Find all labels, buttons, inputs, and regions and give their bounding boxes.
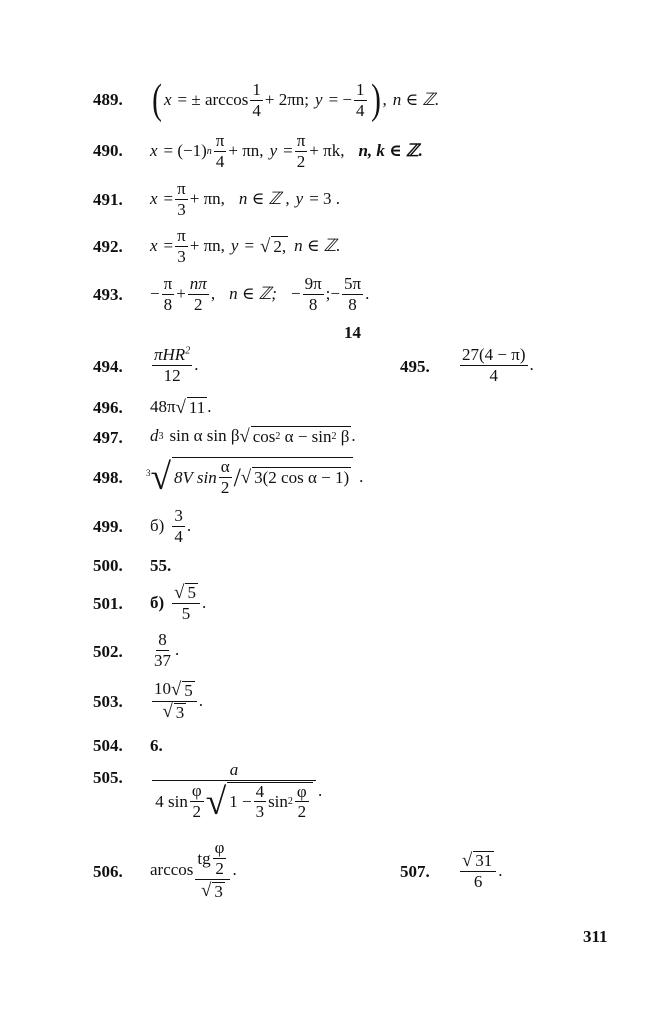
problem-506-answer [150,833,237,907]
problem-507-number: 507. [400,862,430,881]
problem-492-answer [150,226,341,266]
square-root [239,426,351,447]
problem-496-number: 496. [93,398,123,417]
fraction [219,458,232,497]
expr-part: . [198,691,204,710]
expr-part: 48π [150,397,176,416]
numerator: 10 √ 5 [152,680,197,702]
square-root [260,236,288,257]
expr-part: + πn, [189,236,225,255]
exponent: n [206,145,212,157]
expr-part: x [150,141,158,160]
numerator: π [215,130,225,150]
expr-part: y [295,189,304,208]
denominator: √ 3 [201,879,223,901]
expr-part: y [315,90,323,109]
square-root [241,467,351,488]
expr-part: б) [150,593,165,612]
numerator: π [163,273,173,293]
fraction [195,839,230,900]
problem-492-number: 492. [93,237,123,256]
expr-part: . [201,593,207,612]
expr-part: = [283,141,293,160]
expr-part: . [194,355,199,374]
expr-part: = [163,236,174,255]
expr-part: d [150,426,159,445]
expr-part: = [163,189,174,208]
problem-504-answer: 6. [150,736,163,755]
expr-part: arccos [150,860,194,879]
numerator: a [152,761,316,781]
fraction [354,81,367,120]
problem-498-number: 498. [93,468,123,487]
expr-part: . [498,861,503,880]
problem-491-number: 491. [93,190,123,209]
expr-part: . [175,640,180,659]
exponent: 3 [158,430,164,442]
denominator: 2 [220,478,230,497]
expr-part: + πk, [309,141,345,160]
problem-502-number: 502. [93,642,123,661]
fraction [172,507,185,546]
expr-part: n ∈ ℤ; [229,284,277,303]
expr-part: . [351,426,356,445]
denominator: 37 [154,650,171,670]
numerator: nπ [189,273,207,293]
problem-493-answer [150,274,369,314]
problem-494-answer [150,343,198,387]
radical-sign: √ [260,235,271,257]
expr-part: = 3 . [309,189,341,208]
problem-490-number: 490. [93,141,123,160]
problem-503-answer [150,677,203,725]
fraction [295,132,308,171]
expr-part: . [232,860,237,879]
denominator: 6 [473,872,483,892]
expr-part: . [365,284,370,303]
fraction [152,346,192,385]
problem-491-answer [150,179,340,219]
denominator: 8 [163,294,173,314]
expr-part: . [318,781,323,800]
denominator: √ 3 [162,701,185,723]
denominator: 3 [177,246,186,266]
fraction [152,761,316,822]
expr-part: n ∈ ℤ , [238,189,290,208]
expr-part: x [164,90,172,109]
denominator: 8 [348,294,357,314]
denominator: 4 [252,100,261,120]
fraction [175,227,188,266]
radicand: 11 [188,397,206,417]
problem-495-number: 495. [400,357,430,376]
numerator: tg $\frac{\varphi}{2}$ [195,839,230,880]
problem-505-number: 505. [93,768,123,787]
expr-part: б) [150,516,165,535]
expr-part: + πn, [189,189,225,208]
numerator: π [177,178,186,198]
expr-part: , [382,90,387,109]
exponent: 2 [185,345,191,356]
fraction [214,132,227,171]
numerator: 8 [158,629,167,649]
expr-part: . [207,397,212,416]
denominator: 8 [308,294,318,314]
expr-part: n ∈ ℤ. [294,236,341,255]
expr-part: n ∈ ℤ. [392,90,440,109]
expr-part: + 2πn; [264,90,310,109]
problem-507-answer [458,846,503,896]
numerator: πHR$^2$ [154,344,191,364]
fraction [175,180,188,219]
denominator: 4 [356,100,365,120]
expr-part: . [359,467,364,486]
problem-505-answer [150,754,322,828]
expr-part: y [269,141,278,160]
problem-506-number: 506. [93,862,123,881]
denominator: 3 [177,199,186,219]
problem-489-number: 489. [93,90,123,109]
problem-490-answer [150,131,423,171]
fraction [152,631,173,670]
denominator: 4 [489,365,498,385]
expr-part: , [210,284,216,303]
left-paren: ( [152,77,162,123]
numerator: 9π [304,273,322,293]
square-root [176,397,208,418]
numerator: 5π [343,273,362,293]
numerator: √ 5 [172,583,200,605]
problem-499-answer [150,504,191,548]
radicand: 8V sin $\frac{\alpha}{2}$ / √ 3(2 cos α − 1) [172,457,353,497]
fraction [342,275,363,314]
radicand: 2, [273,236,287,256]
problem-501-answer [150,580,206,626]
expr-part: + πn, [228,141,264,160]
expr-part: x [150,189,158,208]
problem-504-number: 504. [93,736,123,755]
expr-part: = [244,236,255,255]
expr-part: y [230,236,239,255]
numerator: 27(4 − π) [462,344,526,364]
root-index: 3 [146,468,151,478]
expr-part: . [186,516,192,535]
problem-503-number: 503. [93,692,123,711]
expr-part: sin α sin β [169,426,240,445]
expr-part: − [290,284,301,303]
radical-sign: √ [240,467,252,489]
expr-part: . [529,355,534,374]
denominator: 4 sin $\frac{\varphi}{2}$ √ 1 − $\frac{4}{3}$ sin 2 $\frac{\varphi}{2}$ [153,781,314,822]
problem-497-number: 497. [93,428,123,447]
section-label: 14 [344,323,361,342]
denominator: 4 [174,526,183,546]
problem-496-answer [150,394,211,420]
expr-part: n, k ∈ ℤ. [358,141,423,160]
fraction [152,680,197,722]
expr-part: = − [328,90,353,109]
problem-499-number: 499. [93,517,123,536]
problem-495-answer [458,343,534,387]
fraction [460,346,528,385]
problem-489-answer [150,78,439,122]
radical-sign: √ [175,396,186,418]
numerator: α [220,457,230,477]
fraction [250,81,263,120]
numerator: √ 31 [460,851,496,873]
radical-sign: √ [239,425,250,447]
problem-500-answer: 55. [150,556,172,575]
numerator: π [296,130,306,150]
right-paren: ) [370,77,381,123]
problem-501-number: 501. [93,594,123,613]
fraction [303,275,324,314]
numerator: π [177,225,186,245]
problem-493-number: 493. [93,285,123,304]
numerator: 1 [252,79,261,99]
fraction [162,275,175,314]
expr-part: = ± arccos [177,90,249,109]
expr-part: = (−1) [163,141,207,160]
radical-sign: √ [150,457,172,499]
radicand: cos 2 α − sin 2 β [252,426,350,446]
expr-part: − [150,284,160,303]
denominator: 4 [215,151,225,171]
radicand: 3(2 cos α − 1) [254,468,350,487]
expr-part: x [150,236,158,255]
denominator: 5 [181,604,191,624]
denominator: 2 [194,294,203,314]
expr-part: + [176,284,186,303]
cube-root [151,457,354,497]
page-number: 311 [583,927,608,946]
denominator: 2 [296,151,306,171]
expr-part: ;− [325,284,340,303]
problem-498-answer [146,454,363,500]
problem-502-answer [150,628,179,672]
problem-494-number: 494. [93,357,123,376]
fraction [188,275,209,314]
numerator: 3 [174,505,183,525]
problem-500-number: 500. [93,556,123,575]
fraction [172,583,200,623]
problem-497-answer [150,421,356,451]
numerator: 1 [356,79,365,99]
denominator: 12 [163,365,181,385]
fraction [460,851,496,891]
